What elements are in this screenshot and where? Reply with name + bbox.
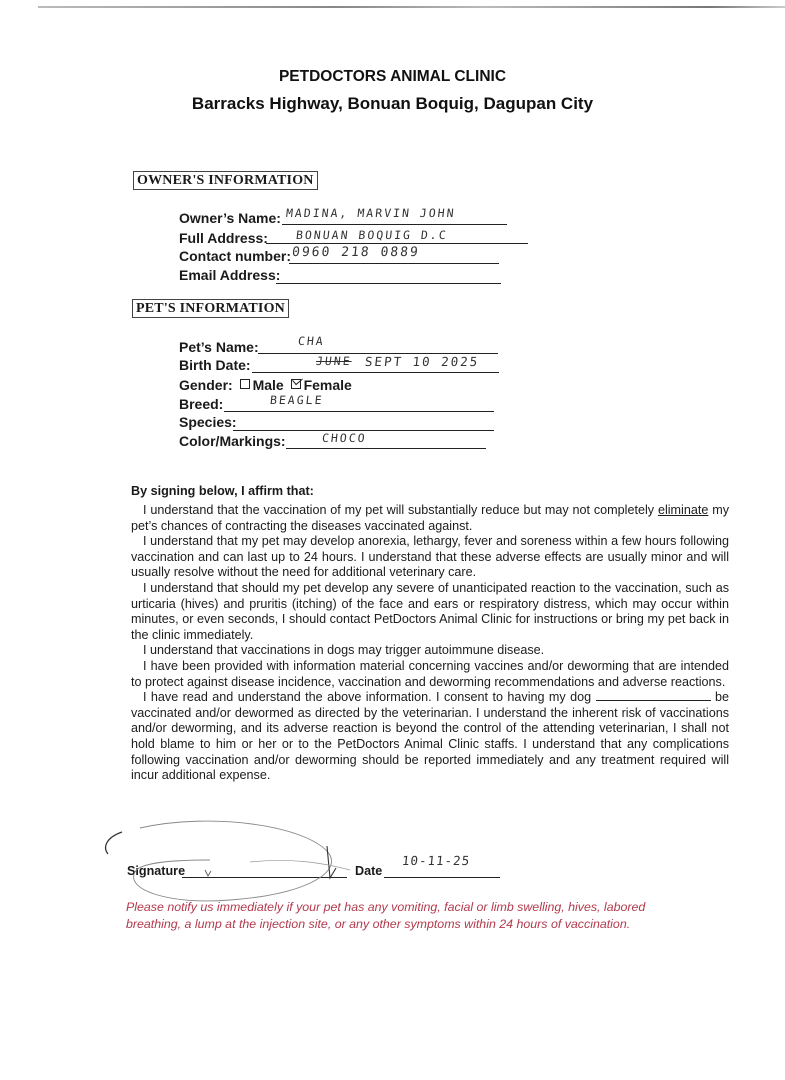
email-address-line [276,283,501,284]
date-label: Date [355,864,383,878]
breed-line [224,411,494,412]
consent-p1-start: I understand that the vaccination of my pet will substantially reduce but may not completely [143,503,658,517]
owner-name-label: Owner’s Name: [179,210,281,226]
contact-number-label: Contact number: [179,248,291,264]
consent-text [131,503,729,784]
consent-paragraph-6 [131,690,729,784]
consent-p1-end: my pet’s chances of contracting the diseases vaccinated against. [131,503,729,533]
consent-paragraph-3: I understand that should my pet develop any severe of unanticipated reaction to the vaccination, such as urticaria (hives) and pruritis (itching) of the face and ears or respiratory distress, which may occur within minutes, or even seconds, I should contact PetDoctors Animal Clinic for instructions or bring my pet back in the clinic immediately. [131,580,729,642]
consent-paragraph-4: I understand that vaccinations in dogs may trigger autoimmune disease. [143,643,545,658]
owner-section-title: OWNER'S INFORMATION [133,171,318,190]
birth-date-label: Birth Date: [179,357,251,373]
consent-paragraph-5: I have been provided with information material concerning vaccines and/or deworming that are intended to protect against disease incidence, vaccination and deworming recommendations and adverse reactions. [131,658,729,689]
pet-name-field[interactable]: CHA [297,334,326,348]
color-markings-line [286,448,486,449]
species-label: Species: [179,414,237,430]
clinic-name: PETDOCTORS ANIMAL CLINIC [278,68,507,85]
clinic-address: Barracks Highway, Bonuan Boquig, Dagupan City [191,94,594,113]
date-line [384,877,500,878]
signature-line[interactable] [182,877,347,878]
gender-male-checkbox[interactable] [240,379,250,389]
consent-p1-underlined: eliminate [657,503,709,517]
birth-date-line [252,372,499,373]
consent-p6-end: be vaccinated and/or dewormed as directed by the veterinarian. I understand the inherent risk of vaccinations and/or deworming, and its adverse reaction is beyond the control of the attending veterinarian, I shall not hold blame to him or her or to the PetDoctors Animal Clinic staffs. I understand that any complications following vaccination and/or deworming should be reported immediately and any treatment required will incur additional expense. [131,690,729,783]
full-address-label: Full Address: [179,230,268,246]
owner-name-field[interactable]: MADINA, MARVIN JOHN [285,206,457,220]
consent-paragraph-2: I understand that my pet may develop anorexia, lethargy, fever and soreness within a few hours following vaccination and can last up to 24 hours. I understand that these adverse effects are usually minor and will usually resolve without the need for additional veterinary care. [131,534,729,580]
signature-label: Signature [127,864,186,878]
gender-male-label: Male [252,377,284,393]
color-markings-field[interactable]: CHOCO [321,431,368,445]
post-vaccination-notice: Please notify us immediately if your pet has any vomiting, facial or limb swelling, hives, labored breathing, a lump at the injection site, or any other symptoms within 24 hours of vaccination. [126,900,646,931]
pet-section-title: PET'S INFORMATION [132,299,289,318]
gender-female-label: Female [303,377,352,393]
email-address-label: Email Address: [179,267,281,283]
contact-number-field[interactable]: 0960 218 0889 [291,245,421,260]
pet-name-label: Pet’s Name: [179,339,259,355]
consent-p6-start: I have read and understand the above information. I consent to having my dog [143,690,596,705]
contact-number-line [289,263,499,264]
scan-edge-line [38,6,785,8]
breed-label: Breed: [179,396,224,412]
date-field[interactable]: 10-11-25 [401,853,472,868]
birth-date-field[interactable]: SEPT 10 2025 [364,354,481,369]
gender-row [179,377,352,393]
gender-label: Gender: [179,377,233,393]
consent-paragraph-1 [131,503,729,534]
birth-date-struck-value: JUNE [315,354,353,368]
full-address-line [266,243,528,244]
owner-name-line [282,224,507,225]
breed-field[interactable]: BEAGLE [269,393,325,407]
gender-female-checkbox[interactable] [291,379,301,389]
color-markings-label: Color/Markings: [179,433,286,449]
dog-name-blank[interactable] [596,690,711,701]
affirm-heading: By signing below, I affirm that: [131,484,314,498]
full-address-field[interactable]: BONUAN BOQUIG D.C [295,228,449,242]
